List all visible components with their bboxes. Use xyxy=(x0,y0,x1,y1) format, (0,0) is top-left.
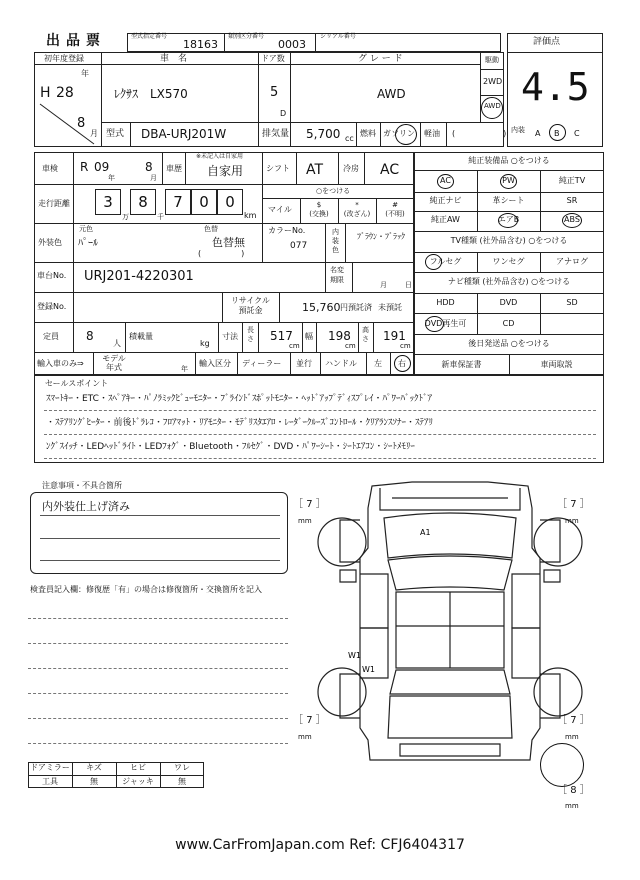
rating-value: 4.5 xyxy=(521,65,590,109)
first-reg-year: 28 xyxy=(56,85,74,101)
car-name-value: ﾚｸｻｽ LX570 xyxy=(114,87,188,101)
inspection-year: 09 xyxy=(94,160,110,174)
equip-tools-value: 無 xyxy=(90,777,98,786)
doors-label: ドア数 xyxy=(261,54,285,63)
option-leather: 革シート xyxy=(492,196,525,205)
width-label: 幅 xyxy=(305,332,313,341)
height-label: 高さ xyxy=(362,326,369,343)
equip-jack-label: ジャッキ xyxy=(122,777,154,786)
usage-note: ※未記入は自家用 xyxy=(196,153,244,160)
registration-label: 登録No. xyxy=(37,302,67,311)
inspection-month: 8 xyxy=(145,160,153,174)
grade-value: AWD xyxy=(377,87,406,101)
handle-right-circle xyxy=(394,355,411,372)
doors-value: 5 xyxy=(270,85,279,100)
chassis-label: 車台No. xyxy=(37,271,67,280)
color-label: 外装色 xyxy=(38,238,62,247)
first-reg-month: 8 xyxy=(77,116,86,131)
interior-grade-b-circle xyxy=(549,124,566,141)
dist-dealer: ディーラー xyxy=(242,359,282,368)
ac-label: 冷房 xyxy=(343,164,359,173)
handle-left: 左 xyxy=(374,359,382,368)
damage-mark-w1-left: W1 xyxy=(348,651,361,660)
damage-mark-a1: A1 xyxy=(420,528,431,537)
grade-label: グ レ ー ド xyxy=(358,54,403,64)
drive-2wd: 2WD xyxy=(483,77,503,86)
mileage-digit-4: 0 xyxy=(199,193,209,211)
transfer-day-unit: 日 xyxy=(405,281,412,289)
first-reg-year-unit: 年 xyxy=(81,69,89,78)
tire-depth-rr: ［ 7 ］ xyxy=(557,715,590,726)
option-airbag-circle xyxy=(498,213,518,228)
shipping-title: 後日発送品 ○をつける xyxy=(468,339,550,348)
inspection-era: R xyxy=(80,160,89,174)
tv-analog: アナログ xyxy=(556,257,588,266)
serial-label: シリアル番号 xyxy=(320,33,356,40)
color-code-value: 077 xyxy=(290,241,308,251)
category-label: 類別区分番号 xyxy=(228,33,265,40)
type-label: 型式 xyxy=(106,129,125,139)
mileage-label: 走行距離 xyxy=(38,199,70,208)
import-dist-label: 輸入区分 xyxy=(199,359,231,368)
tv-oneseg: ワンセグ xyxy=(492,257,525,266)
equip-jack-value: 無 xyxy=(178,777,186,786)
option-abs: ABS xyxy=(564,215,580,224)
diesel-label: 軽油 xyxy=(424,129,440,138)
fuel-gasoline: ガソリン xyxy=(383,129,415,138)
height-value: 191 xyxy=(383,329,406,343)
notes-text: 内外装仕上げ済み xyxy=(42,500,130,513)
dimensions-label: 寸法 xyxy=(222,332,238,341)
tire-depth-fr: ［ 7 ］ xyxy=(557,499,590,510)
capacity-seats-unit: 人 xyxy=(113,339,121,348)
tire-depth-fr-unit: mm xyxy=(565,517,579,525)
displacement-value: 5,700 xyxy=(306,127,341,141)
mileage-tamper-option: * (改ざん) xyxy=(343,201,371,218)
length-value: 517 xyxy=(270,329,293,343)
shipping-warranty: 新車保証書 xyxy=(441,360,482,369)
mileage-mile-option: マイル xyxy=(268,205,292,214)
interior-color-value: ﾌﾞﾗｳﾝ・ﾌﾞﾗｯｸ xyxy=(357,232,405,241)
inspection-year-unit: 年 xyxy=(108,174,115,182)
navi-cd: CD xyxy=(502,319,515,328)
option-ac: AC xyxy=(440,176,451,185)
rating-label: 評価点 xyxy=(533,37,561,47)
mileage-km-unit: km xyxy=(244,211,257,220)
tire-depth-fl: ［ 7 ］ xyxy=(293,499,326,510)
mileage-digit-2: 8 xyxy=(138,193,148,211)
sheet-title: 出品票 xyxy=(46,33,106,49)
inspector-label: 検査員記入欄：修復歴「有」の場合は修復箇所・交換箇所を記入 xyxy=(30,585,262,594)
recycle-label: リサイクル 預託金 xyxy=(231,296,270,315)
option-sunroof: SR xyxy=(566,196,578,205)
inspection-label: 車検 xyxy=(42,164,58,173)
tire-depth-spare: ［ 8 ］ xyxy=(557,785,590,796)
equip-tools-label: 工具 xyxy=(42,777,58,786)
navi-hdd: HDD xyxy=(436,298,455,307)
recycle-value: 15,760 xyxy=(302,301,341,314)
mileage-unknown-option: # (不明) xyxy=(385,201,405,218)
tire-depth-rr-unit: mm xyxy=(565,733,579,741)
car-diagram xyxy=(300,478,600,768)
tire-depth-fl-unit: mm xyxy=(298,517,312,525)
orig-color-label: 元色 xyxy=(79,225,93,233)
tv-type-title: TV種類 (社外品含む) ○をつける xyxy=(450,236,568,245)
fuel-label: 燃料 xyxy=(360,129,376,138)
interior-label: 内装 xyxy=(511,126,525,134)
first-reg-month-unit: 月 xyxy=(90,129,98,138)
sales-point-line-1: ｽﾏｰﾄｷｰ・ETC・ｽﾍﾟｱｷｰ・ﾊﾟﾉﾗﾐｯｸﾋﾞｭｰﾓﾆﾀｰ・ﾌﾞﾗｲﾝﾄﾞｽﾎﾟｯﾄﾓﾆﾀｰ・ﾍｯﾄﾞｱｯﾌﾟﾃﾞｨｽﾌﾟﾚｲ・ﾊﾟﾜｰﾊﾞｯｸﾄﾞｱ xyxy=(46,394,432,404)
model-year-unit: 年 xyxy=(181,365,188,373)
width-value: 198 xyxy=(328,329,351,343)
mileage-swap-option: $ (交換) xyxy=(309,201,329,218)
import-only-label: 輸入車のみ⇒ xyxy=(37,359,84,368)
width-unit: cm xyxy=(345,342,356,350)
type-value: DBA-URJ201W xyxy=(141,127,227,141)
load-label: 積載量 xyxy=(129,332,153,341)
repaint-paren: ( ) xyxy=(198,249,245,258)
usage-label: 車歴 xyxy=(166,164,182,173)
tv-fullseg: フルセグ xyxy=(429,257,462,266)
sales-point-line-2: ・ｽﾃｱﾘﾝｸﾞﾋｰﾀｰ・前後ﾄﾞﾗﾚｺ・ﾌﾛｱﾏｯﾄ・ﾘｱﾓﾆﾀｰ・ﾓﾃﾞﾘｽﾀｴｱﾛ・ﾚｰﾀﾞｰｸﾙｰｽﾞｺﾝﾄﾛｰﾙ・ｸﾘｱﾗﾝｽｿﾅｰ・ｽﾃｱﾘ xyxy=(46,418,434,428)
fuel-gasoline-circle xyxy=(395,124,417,145)
interior-color-label: 内装色 xyxy=(332,228,339,254)
model-year-label: モデル 年式 xyxy=(102,354,126,372)
inspection-month-unit: 月 xyxy=(150,174,157,182)
equip-header-break: ワレ xyxy=(174,763,190,772)
drive-label: 駆動 xyxy=(485,56,499,64)
orig-color-value: ﾊﾟｰﾙ xyxy=(78,238,98,249)
option-navi: 純正ナビ xyxy=(429,196,462,205)
interior-grade-c: C xyxy=(574,129,580,138)
mileage-select-note: ○をつける xyxy=(316,187,351,195)
displacement-unit: cc xyxy=(345,134,354,143)
navi-type-title: ナビ種類 (社外品含む) ○をつける xyxy=(447,277,571,286)
load-unit: kg xyxy=(200,339,210,348)
handle-right: 右 xyxy=(398,359,406,368)
mileage-digit-1: 3 xyxy=(103,193,113,211)
chassis-value: URJ201-4220301 xyxy=(84,269,194,284)
interior-grade-b: B xyxy=(554,129,560,138)
navi-dvd: DVD xyxy=(499,298,518,307)
navi-sd: SD xyxy=(566,298,578,307)
first-reg-era: H xyxy=(40,85,51,101)
transfer-month-unit: 月 xyxy=(380,281,387,289)
shift-label: シフト xyxy=(266,164,290,173)
tire-depth-spare-unit: mm xyxy=(565,802,579,810)
damage-mark-w1-rear: W1 xyxy=(362,665,375,674)
option-airbag: エアB xyxy=(497,215,520,224)
notes-label: 注意事項・不具合箇所 xyxy=(42,481,122,490)
option-tv: 純正TV xyxy=(558,176,586,185)
displacement-label: 排気量 xyxy=(262,129,290,139)
interior-grade-a: A xyxy=(535,129,541,138)
tire-depth-rl-unit: mm xyxy=(298,733,312,741)
option-abs-circle xyxy=(562,213,582,228)
equip-header-scratch: キズ xyxy=(86,763,102,772)
length-label: 長さ xyxy=(247,326,254,343)
sales-points-label: セールスポイント xyxy=(45,379,109,388)
handle-label: ハンドル xyxy=(325,359,357,368)
shift-value: AT xyxy=(306,162,324,178)
option-ac-circle xyxy=(437,174,454,189)
sales-point-line-3: ﾝｸﾞｽｲｯﾁ・LEDﾍｯﾄﾞﾗｲﾄ・LEDﾌｫｸﾞ・Bluetooth・ﾌﾙｾｸﾞ・DVD・ﾊﾟﾜｰｼｰﾄ・ｼｰﾄｴｱｺﾝ・ｼｰﾄﾒﾓﾘｰ xyxy=(46,442,415,452)
usage-value: 自家用 xyxy=(207,164,244,178)
spare-tire xyxy=(540,743,584,787)
transfer-deadline-label: 名変 期限 xyxy=(330,266,344,284)
option-alloy: 純正AW xyxy=(431,215,460,224)
footer-ref: www.CarFromJapan.com Ref: CFJ6404317 xyxy=(175,837,465,853)
navi-dvd-playback: DVD再生可 xyxy=(424,319,467,328)
drive-awd-circle xyxy=(481,97,503,119)
recycle-paid: 円預託済 xyxy=(340,303,372,312)
shipping-manual: 車両取説 xyxy=(540,360,573,369)
equip-header-mirror: ドアミラー xyxy=(30,763,70,772)
category-value: 0003 xyxy=(278,38,306,51)
length-unit: cm xyxy=(289,342,300,350)
tire-depth-rl: ［ 7 ］ xyxy=(293,715,326,726)
fuel-other-paren: ( ) xyxy=(452,129,507,138)
repaint-value: 色替無 xyxy=(212,236,245,249)
repaint-label: 色替 xyxy=(204,225,218,233)
dist-parallel: 並行 xyxy=(296,359,312,368)
recycle-unpaid: 未預託 xyxy=(378,303,402,312)
navi-dvd-playback-circle xyxy=(425,316,444,332)
options-title: 純正装備品 ○をつける xyxy=(468,156,550,165)
capacity-label: 定員 xyxy=(43,332,59,341)
ac-value: AC xyxy=(380,162,400,178)
drive-awd: AWD xyxy=(484,102,501,110)
color-code-label: カラーNo. xyxy=(268,226,306,235)
model-designation-value: 18163 xyxy=(183,38,218,51)
mileage-sen-unit: 千 xyxy=(157,213,164,221)
option-pw-circle xyxy=(500,174,517,189)
tv-fullseg-circle xyxy=(425,254,442,270)
height-unit: cm xyxy=(400,342,411,350)
first-reg-label: 初年度登録 xyxy=(44,54,84,63)
model-designation-label: 型式指定番号 xyxy=(131,33,168,40)
equip-header-crack: ヒビ xyxy=(130,763,146,772)
mileage-digit-3: 7 xyxy=(173,193,183,211)
doors-suffix: D xyxy=(280,109,287,118)
capacity-seats: 8 xyxy=(86,329,94,343)
first-reg-slash xyxy=(34,100,101,147)
option-pw: PW xyxy=(502,176,515,185)
mileage-digit-5: 0 xyxy=(225,193,235,211)
mileage-man-unit: 万 xyxy=(122,213,129,221)
car-name-label: 車 名 xyxy=(160,54,188,64)
